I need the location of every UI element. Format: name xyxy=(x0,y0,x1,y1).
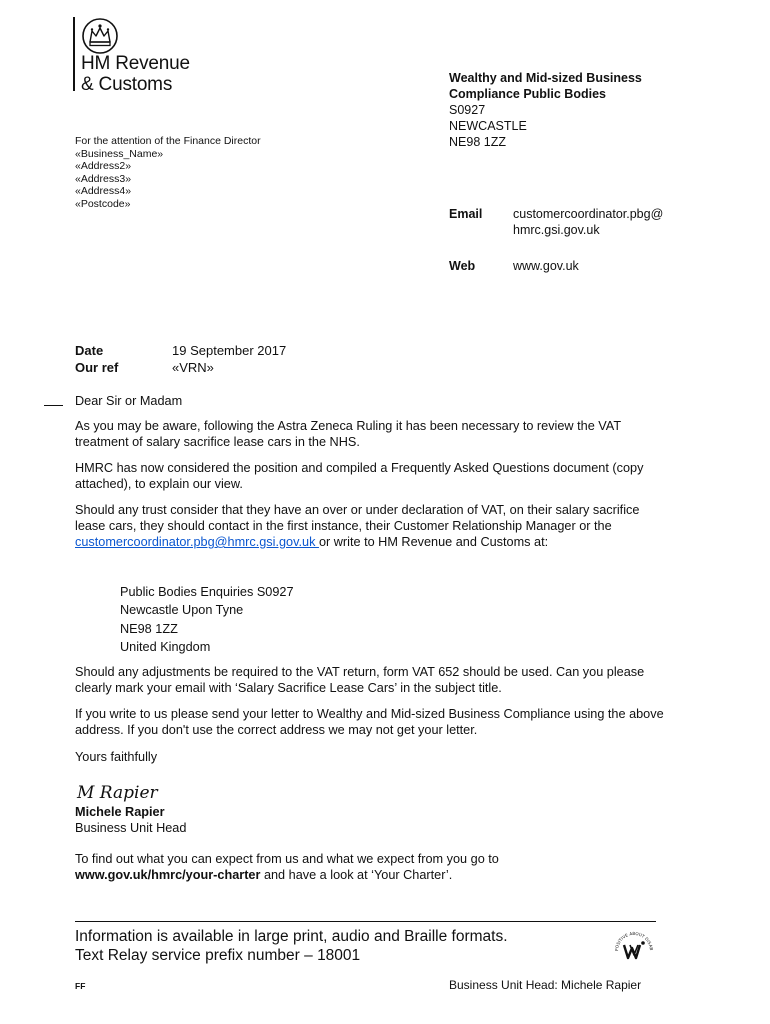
recipient-address xyxy=(75,135,261,210)
accessibility-info xyxy=(75,928,508,965)
sender-line-3: S0927 xyxy=(449,103,486,117)
ref-label: Our ref xyxy=(75,360,119,375)
signature-text: M Rapier xyxy=(77,783,158,803)
svg-text:POSITIVE ABOUT DISABLED PEOPLE xyxy=(612,925,654,951)
signer-block xyxy=(75,804,186,836)
paragraph-2: HMRC has now considered the position and compiled a Frequently Asked Questions document (copy attached), to explain our view. xyxy=(75,461,644,491)
enquiries-address-line-2: Newcastle Upon Tyne xyxy=(120,603,244,618)
address3-field: «Address3» xyxy=(75,172,132,185)
enquiries-address-line-1: Public Bodies Enquiries S0927 xyxy=(120,585,294,599)
logo-line-1: HM Revenue xyxy=(81,53,190,74)
charter-link[interactable]: www.gov.uk/hmrc/your-charter xyxy=(75,868,261,882)
date-label: Date xyxy=(75,343,104,358)
hmrc-logo-text xyxy=(81,53,190,95)
email-value-line-2[interactable]: hmrc.gsi.gov.uk xyxy=(513,223,600,237)
address4-field: «Address4» xyxy=(75,185,132,197)
fold-mark xyxy=(44,405,63,406)
sender-line-2: Compliance Public Bodies xyxy=(449,87,606,101)
footer-rule xyxy=(75,921,656,922)
logo-rule xyxy=(73,17,75,91)
document-code: FF xyxy=(75,981,86,991)
charter-line-1: To find out what you can expect from us and what we expect from you go to xyxy=(75,852,499,866)
email-value-line-1[interactable]: customercoordinator.pbg@ xyxy=(513,207,664,221)
attention-line: For the attention of the Finance Director xyxy=(75,135,261,147)
positive-about-disabled-people-badge-icon xyxy=(612,925,656,969)
date-value: 19 September 2017 xyxy=(172,343,287,358)
address2-field: «Address2» xyxy=(75,160,132,172)
web-value[interactable]: www.gov.uk xyxy=(513,259,579,273)
handwritten-signature xyxy=(75,781,165,805)
email-label: Email xyxy=(449,207,483,221)
signer-title: Business Unit Head xyxy=(75,821,187,835)
web-label: Web xyxy=(449,259,476,273)
sender-address xyxy=(449,70,642,150)
footer-signer: Business Unit Head: Michele Rapier xyxy=(449,978,642,992)
postcode-field: «Postcode» xyxy=(75,197,131,210)
charter-line-2 xyxy=(75,867,675,883)
signer-name: Michele Rapier xyxy=(75,805,165,819)
paragraph-5: If you write to us please send your letter to Wealthy and Mid-sized Business Compliance using the above address. If you don't use the correct address we may not get your letter. xyxy=(75,707,664,737)
sender-line-5: NE98 1ZZ xyxy=(449,135,506,149)
paragraph-4: Should any adjustments be required to the VAT return, form VAT 652 should be used. Can you please clearly mark your email with ‘Salary Sacrifice Lease Cars’ in the subject title. xyxy=(75,665,645,695)
badge-text: POSITIVE ABOUT DISAB xyxy=(613,930,655,952)
ref-value: «VRN» xyxy=(172,360,214,375)
enquiries-address-line-4: United Kingdom xyxy=(120,639,211,654)
accessibility-line-2: Text Relay service prefix number – 18001 xyxy=(75,946,361,964)
business-name-field: «Business_Name» xyxy=(75,147,164,160)
paragraph-1: As you may be aware, following the Astra Zeneca Ruling it has been necessary to review the VAT treatment of salary sacrifice lease cars in the NHS. xyxy=(75,419,621,449)
enquiries-address-line-3: NE98 1ZZ xyxy=(120,621,178,636)
salutation: Dear Sir or Madam xyxy=(75,394,183,408)
closing: Yours faithfully xyxy=(75,750,158,764)
enquiries-address xyxy=(120,583,294,656)
sender-line-1: Wealthy and Mid-sized Business xyxy=(449,71,642,85)
royal-crown-crest-icon xyxy=(81,17,119,55)
coordinator-email-link[interactable]: customercoordinator.pbg@hmrc.gsi.gov.uk xyxy=(75,535,319,549)
logo-line-2: & Customs xyxy=(81,74,173,95)
charter-tail: and have a look at ‘Your Charter’. xyxy=(260,868,453,882)
charter-note xyxy=(75,851,675,883)
accessibility-line-1: Information is available in large print, audio and Braille formats. xyxy=(75,928,508,945)
paragraph-3-text: Should any trust consider that they have an over or under declaration of VAT, on their salary sacrifice lease cars, they should contact in the first instance, their Customer Relationship Manager or the xyxy=(75,503,640,533)
paragraph-3 xyxy=(75,502,665,550)
sender-line-4: NEWCASTLE xyxy=(449,119,527,133)
paragraph-3-tail: or write to HM Revenue and Customs at: xyxy=(318,535,549,549)
